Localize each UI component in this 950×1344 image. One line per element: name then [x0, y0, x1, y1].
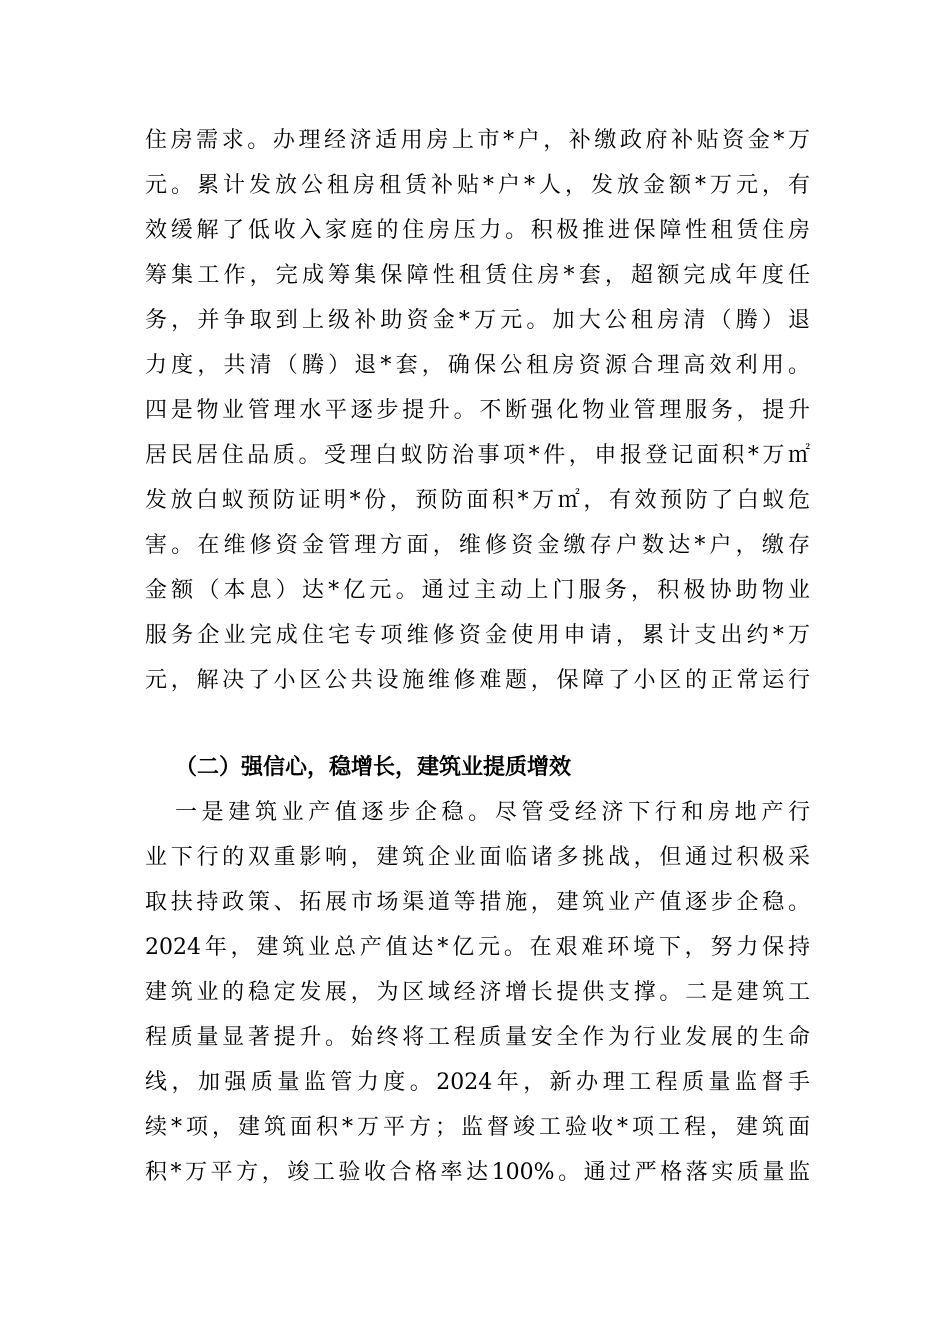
section2-line: 续*项，建筑面积*万平方；监督竣工验收*项工程，建筑面: [145, 1115, 810, 1140]
section1-line: 元。累计发放公租房租赁补贴*户*人，发放金额*万元，有: [145, 173, 810, 198]
section1-line: 住房需求。办理经济适用房上市*户，补缴政府补贴资金*万: [145, 128, 810, 153]
section2-line: 建筑业的稳定发展，为区域经济增长提供支撑。二是建筑工: [145, 980, 810, 1005]
section1-line: 元，解决了小区公共设施维修难题，保障了小区的正常运行: [145, 668, 810, 693]
section2-paragraph: [145, 790, 810, 1195]
section2-heading: （二）强信心，稳增长，建筑业提质增效: [175, 754, 572, 780]
section1-line: 金额（本息）达*亿元。通过主动上门服务，积极协助物业: [145, 578, 810, 603]
section2-line: 线，加强质量监管力度。2024年，新办理工程质量监督手: [145, 1070, 810, 1095]
section2-line: 业下行的双重影响，建筑企业面临诸多挑战，但通过积极采: [145, 845, 810, 870]
section1-line: 居民居住品质。受理白蚁防治事项*件，申报登记面积*万㎡: [145, 443, 810, 468]
section1-line: 务，并争取到上级补助资金*万元。加大公租房清（腾）退: [145, 308, 810, 333]
section1-line: 力度，共清（腾）退*套，确保公租房资源合理高效利用。: [145, 353, 810, 378]
section1-line: 筹集工作，完成筹集保障性租赁住房*套，超额完成年度任: [145, 263, 810, 288]
section2-line: 积*万平方，竣工验收合格率达100%。通过严格落实质量监: [145, 1160, 810, 1185]
section1-line: 服务企业完成住宅专项维修资金使用申请，累计支出约*万: [145, 623, 810, 648]
section2-line: 取扶持政策、拓展市场渠道等措施，建筑业产值逐步企稳。: [145, 890, 810, 915]
section1-paragraph: [145, 118, 810, 703]
section2-line: 程质量显著提升。始终将工程质量安全作为行业发展的生命: [145, 1025, 810, 1050]
section1-line: 四是物业管理水平逐步提升。不断强化物业管理服务，提升: [145, 398, 810, 423]
section1-line: 效缓解了低收入家庭的住房压力。积极推进保障性租赁住房: [145, 218, 810, 243]
section2-line: 2024年，建筑业总产值达*亿元。在艰难环境下，努力保持: [145, 935, 810, 960]
section1-line: 害。在维修资金管理方面，维修资金缴存户数达*户，缴存: [145, 533, 810, 558]
section2-line: 一是建筑业产值逐步企稳。尽管受经济下行和房地产行: [175, 800, 810, 825]
section1-line: 发放白蚁预防证明*份，预防面积*万㎡，有效预防了白蚁危: [145, 488, 810, 513]
